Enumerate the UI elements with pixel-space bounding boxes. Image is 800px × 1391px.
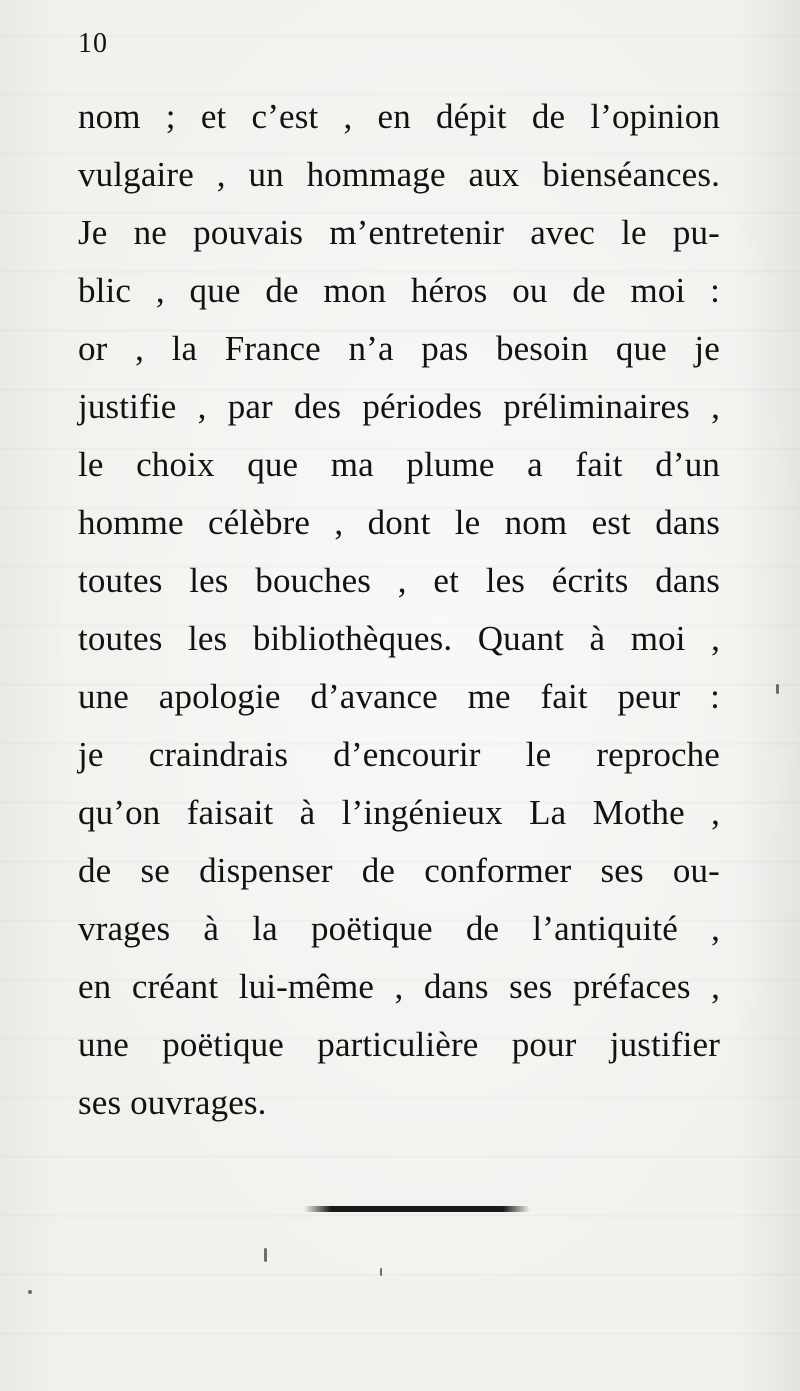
ink-speck <box>776 684 779 694</box>
body-text <box>78 88 720 1132</box>
text-line: blic , que de mon héros ou de moi : <box>78 271 720 310</box>
text-line: une apologie d’avance me fait peur : <box>78 677 720 716</box>
text-line: Je ne pouvais m’entretenir avec le pu- <box>78 213 720 252</box>
text-line: toutes les bibliothèques. Quant à moi , <box>78 619 720 658</box>
text-line: en créant lui-même , dans ses préfaces , <box>78 967 720 1006</box>
text-line: homme célèbre , dont le nom est dans <box>78 503 720 542</box>
text-line: justifie , par des périodes préliminaires , <box>78 387 720 426</box>
text-line: de se dispenser de conformer ses ou- <box>78 851 720 890</box>
text-line: vulgaire , un hommage aux bienséances. <box>78 155 720 194</box>
text-line: or , la France n’a pas besoin que je <box>78 329 720 368</box>
text-line: qu’on faisait à l’ingénieux La Mothe , <box>78 793 720 832</box>
ink-speck <box>264 1248 267 1262</box>
ink-speck <box>380 1268 382 1276</box>
text-line: vrages à la poëtique de l’antiquité , <box>78 909 720 948</box>
section-end-rule <box>304 1206 530 1212</box>
text-line: je craindrais d’encourir le reproche <box>78 735 720 774</box>
text-line: toutes les bouches , et les écrits dans <box>78 561 720 600</box>
text-line: une poëtique particulière pour justifier <box>78 1025 720 1064</box>
ink-speck <box>28 1290 32 1294</box>
text-line: ses ouvrages. <box>78 1083 267 1122</box>
text-line: le choix que ma plume a fait d’un <box>78 445 720 484</box>
page-number: 10 <box>78 28 108 59</box>
text-line: nom ; et c’est , en dépit de l’opinion <box>78 97 720 136</box>
